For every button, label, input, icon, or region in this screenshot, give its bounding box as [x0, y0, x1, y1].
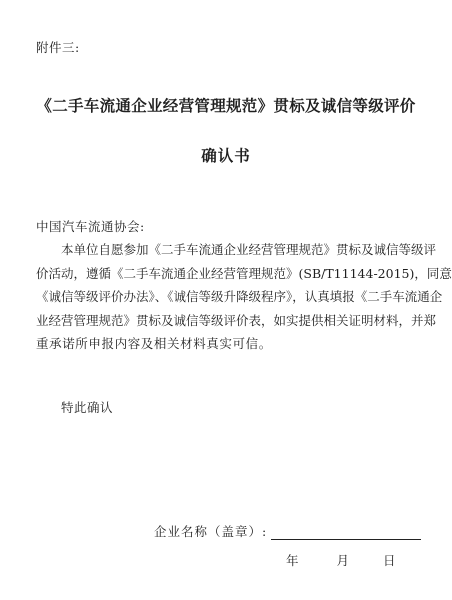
attachment-label: 附件三: — [36, 40, 80, 55]
body-line: 价活动，遵循《二手车流通企业经营管理规范》(SB/T11144-2015)，同意 — [36, 265, 452, 281]
recipient-salutation: 中国汽车流通协会: — [36, 219, 145, 234]
body-line: 本单位自愿参加《二手车流通企业经营管理规范》贯标及诚信等级评 — [61, 242, 437, 257]
date-year-label: 年 — [286, 553, 299, 568]
signature-line — [271, 525, 421, 540]
body-line: 《诚信等级评价办法》、《诚信等级升降级程序》，认真填报《二手车流通企 — [36, 289, 443, 304]
date-block — [286, 551, 396, 569]
document-subtitle: 确认书 — [201, 146, 251, 165]
signature-block — [154, 522, 421, 540]
body-line: 业经营管理规范》贯标及诚信等级评价表，如实提供相关证明材料，并郑 — [36, 312, 437, 328]
signature-label: 企业名称（盖章）: — [154, 524, 268, 539]
date-month-label: 月 — [336, 553, 350, 568]
body-line: 重承诺所申报内容及相关材料真实可信。 — [36, 336, 272, 351]
body-paragraph — [36, 238, 452, 356]
closing-statement: 特此确认 — [61, 400, 114, 415]
document-title: 《二手车流通企业经营管理规范》贯标及诚信等级评价 — [36, 96, 416, 115]
date-day-label: 日 — [383, 553, 396, 568]
